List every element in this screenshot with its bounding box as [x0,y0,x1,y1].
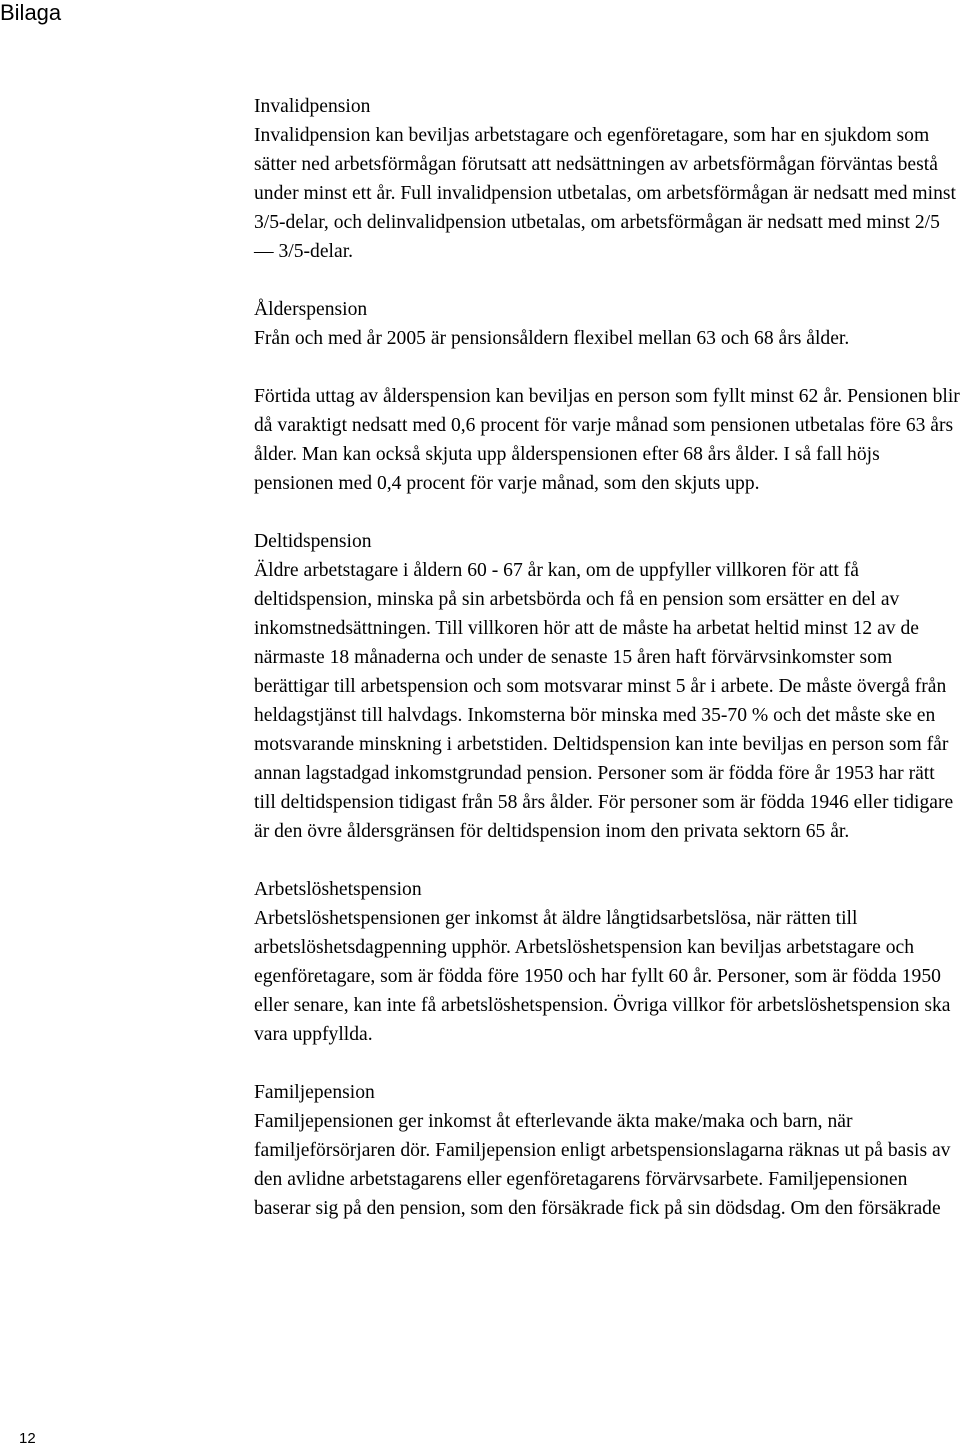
section-heading: Arbetslöshetspension [254,879,422,900]
section-paragraph: Familjepensionen ger inkomst åt efterlevande äkta make/maka och barn, när familjeförsörjaren dör. Familjepension enligt arbetspensionslagarna räknas ut på basis av den avlidne arbetstagarens eller egenföretagarens förvärvsarbete. Familjepensionen baserar sig på den pension, som den försäkrade fick på sin dödsdag. Om den försäkrade [254,1111,951,1219]
section-arbetsloshetspension [254,875,960,1049]
section-deltidspension [254,527,960,846]
document-body [254,92,960,1252]
section-invalidpension [254,92,960,266]
section-alderspension [254,295,960,498]
section-heading: Deltidspension [254,531,372,552]
section-heading: Familjepension [254,1082,375,1103]
page-number: 12 [19,1430,36,1447]
section-paragraph: Invalidpension kan beviljas arbetstagare och egenföretagare, som har en sjukdom som sätter ned arbetsförmågan förutsatt att nedsättningen av arbetsförmågan förväntas bestå under minst ett år. Full invalidpension utbetalas, om arbetsförmågan är nedsatt med minst 3/5-delar, och delinvalidpension utbetalas, om arbetsförmågan är nedsatt med minst 2/5 — 3/5-delar. [254,125,956,262]
section-paragraph: Från och med år 2005 är pensionsåldern flexibel mellan 63 och 68 års ålder. [254,328,850,349]
section-familjepension [254,1078,960,1223]
section-paragraph: Arbetslöshetspensionen ger inkomst åt äldre långtidsarbetslösa, när rätten till arbetslöshetsdagpenning upphör. Arbetslöshetspension kan beviljas arbetstagare och egenföretagare, som är födda före 1950 och har fyllt 60 år. Personer, som är födda 1950 eller senare, kan inte få arbetslöshetspension. Övriga villkor för arbetslöshetspension ska vara uppfyllda. [254,908,951,1045]
page-header-title: Bilaga [0,0,62,25]
section-paragraph: Äldre arbetstagare i åldern 60 - 67 år kan, om de uppfyller villkoren för att få deltidspension, minska på sin arbetsbörda och få en pension som ersätter en del av inkomstnedsättningen. Till villkoren hör att de måste ha arbetat heltid minst 12 av de närmaste 18 månaderna och under de senaste 15 åren haft förvärvsinkomster som berättigar till arbetspension och som motsvarar minst 5 år i arbete. De måste övergå från heldagstjänst till halvdags. Inkomsterna bör minska med 35-70 % och det måste ske en motsvarande minskning i arbetstiden. Deltidspension kan inte beviljas en person som får annan lagstadgad inkomstgrundad pension. Personer som är födda före år 1953 har rätt till deltidspension tidigast från 58 års ålder. För personer som är födda 1946 eller tidigare är den övre åldersgränsen för deltidspension inom den privata sektorn 65 år. [254,560,954,842]
section-heading: Ålderspension [254,299,368,320]
section-paragraph: Förtida uttag av ålderspension kan beviljas en person som fyllt minst 62 år. Pensionen blir då varaktigt nedsatt med 0,6 procent för varje månad som pensionen utbetalas före 63 års ålder. Man kan också skjuta upp ålderspensionen efter 68 års ålder. I så fall höjs pensionen med 0,4 procent för varje månad, som den skjuts upp. [254,386,960,494]
section-heading: Invalidpension [254,96,371,117]
